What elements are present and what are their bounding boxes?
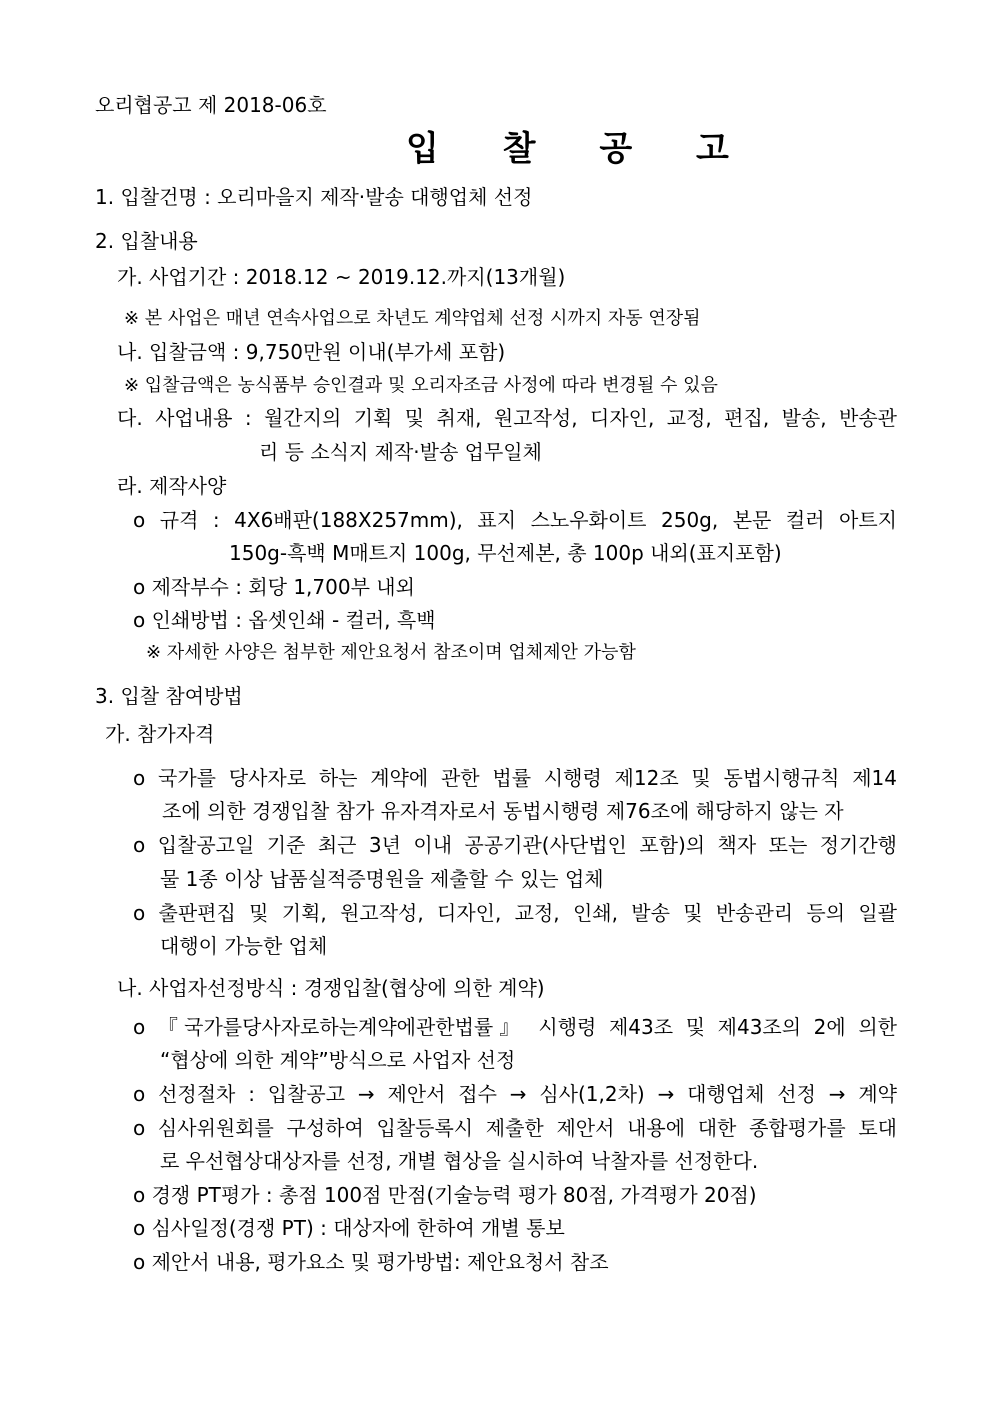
qualification-item-3-line-2: 대행이 가능한 업체	[160, 934, 328, 958]
page-title: 입 찰 공 고	[406, 129, 755, 169]
selection-item-1-line-2: “협상에 의한 계약”방식으로 사업자 선정	[160, 1048, 516, 1072]
business-content-line-1: 다. 사업내용 : 월간지의 기획 및 취재, 원고작성, 디자인, 교정, 편집, 발송, 반송관	[117, 406, 897, 430]
qualification-heading: 가. 참가자격	[105, 722, 215, 746]
qualification-item-2-line-2: 물 1종 이상 납품실적증명원을 제출할 수 있는 업체	[160, 867, 604, 891]
spec-size-line-1: o 규격 : 4X6배판(188X257mm), 표지 스노우화이트 250g, 본문 컬러 아트지	[133, 508, 897, 532]
qualification-item-2-line-1: o 입찰공고일 기준 최근 3년 이내 공공기관(사단법인 포함)의 책자 또는 정기간행	[133, 833, 897, 857]
spec-printing: o 인쇄방법 : 옵셋인쇄 - 컬러, 흑백	[133, 608, 436, 632]
section-1-bid-name: 1. 입찰건명 : 오리마을지 제작·발송 대행업체 선정	[95, 185, 533, 209]
spec-note: ※ 자세한 사양은 첨부한 제안요청서 참조이며 업체제안 가능함	[146, 642, 636, 663]
selection-method-heading: 나. 사업자선정방식 : 경쟁입찰(협상에 의한 계약)	[117, 976, 545, 1000]
bid-amount: 나. 입찰금액 : 9,750만원 이내(부가세 포함)	[117, 340, 506, 364]
business-content-line-2: 리 등 소식지 제작·발송 업무일체	[259, 440, 542, 464]
business-period-note: ※ 본 사업은 매년 연속사업으로 차년도 계약업체 선정 시까지 자동 연장됨	[124, 308, 701, 329]
section-2-heading: 2. 입찰내용	[95, 229, 198, 253]
qualification-item-1-line-1: o 국가를 당사자로 하는 계약에 관한 법률 시행령 제12조 및 동법시행규칙 제14	[133, 766, 897, 790]
qualification-item-3-line-1: o 출판편집 및 기획, 원고작성, 디자인, 교정, 인쇄, 발송 및 반송관리 등의 일괄	[133, 901, 897, 925]
bid-amount-note: ※ 입찰금액은 농식품부 승인결과 및 오리자조금 사정에 따라 변경될 수 있음	[124, 375, 718, 396]
selection-item-3-line-2: 로 우선협상대상자를 선정, 개별 협상을 실시하여 낙찰자를 선정한다.	[160, 1149, 759, 1173]
selection-item-1-line-1: o 『국가를당사자로하는계약에관한법률』 시행령 제43조 및 제43조의 2에 의한	[133, 1015, 897, 1039]
qualification-item-1-line-2: 조에 의한 경쟁입찰 참가 유자격자로서 동법시행령 제76조에 해당하지 않는 자	[162, 799, 844, 823]
notice-number: 오리협공고 제 2018-06호	[95, 93, 327, 117]
business-period: 가. 사업기간 : 2018.12 ~ 2019.12.까지(13개월)	[117, 265, 566, 289]
pt-evaluation: o 경쟁 PT평가 : 총점 100점 만점(기술능력 평가 80점, 가격평가 20점)	[133, 1183, 757, 1207]
selection-item-3-line-1: o 심사위원회를 구성하여 입찰등록시 제출한 제안서 내용에 대한 종합평가를 토대	[133, 1116, 897, 1140]
proposal-evaluation-reference: o 제안서 내용, 평가요소 및 평가방법: 제안요청서 참조	[133, 1250, 609, 1274]
spec-copies: o 제작부수 : 회당 1,700부 내외	[133, 575, 415, 599]
selection-procedure: o 선정절차 : 입찰공고 → 제안서 접수 → 심사(1,2차) → 대행업체 선정 → 계약	[133, 1082, 897, 1106]
production-spec-heading: 라. 제작사양	[117, 474, 227, 498]
review-schedule: o 심사일정(경쟁 PT) : 대상자에 한하여 개별 통보	[133, 1216, 565, 1240]
spec-size-line-2: 150g-흑백 M매트지 100g, 무선제본, 총 100p 내외(표지포함)	[229, 541, 782, 565]
section-3-heading: 3. 입찰 참여방법	[95, 684, 243, 708]
